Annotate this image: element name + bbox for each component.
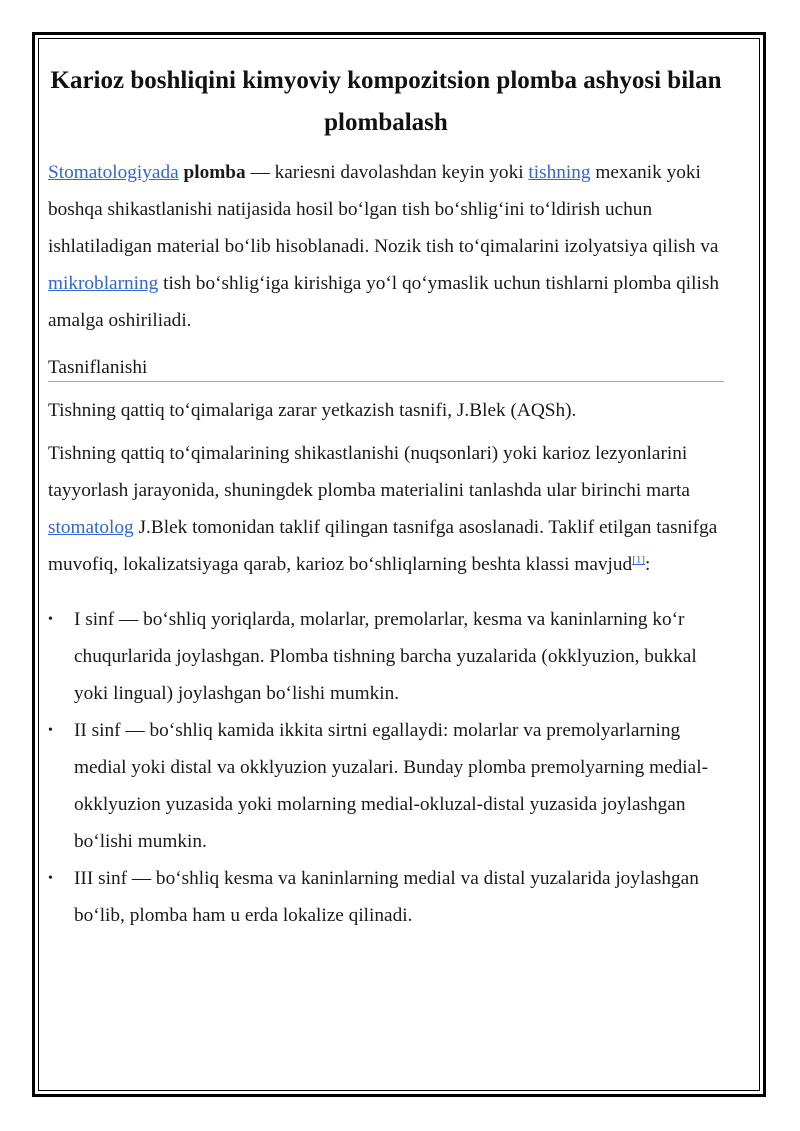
class-list [48, 601, 724, 934]
paragraph2-end: : [645, 554, 651, 575]
document-title: Karioz boshliqini kimyoviy kompozitsion plomba ashyosi bilan plombalash [50, 67, 722, 136]
list-item-text: II sinf — bo‘shliq kamida ikkita sirtni egallaydi: molarlar va premolyarlarning medial yoki distal va okklyuzion yuzalari. Bunday plomba premolyarning medial-okklyuzion yuzasida yoki molarning medial-okluzal-distal yuzasida joylashgan bo‘lishi mumkin. [74, 720, 708, 852]
intro-text-1: — kariesni davolashdan keyin yoki [245, 162, 529, 183]
reference-link-1[interactable]: [1] [632, 554, 646, 566]
link-tishning[interactable]: tishning [528, 162, 591, 183]
bullet-icon: • [48, 871, 53, 886]
list-item [48, 601, 724, 712]
classification-line: Tishning qattiq to‘qimalariga zarar yetkazish tasnifi, J.Blek (AQSh). [48, 400, 577, 421]
intro-paragraph [48, 154, 724, 339]
bullet-icon: • [48, 612, 53, 627]
term-plomba: plomba [183, 162, 246, 183]
list-item-text: I sinf — bo‘shliq yoriqlarda, molarlar, premolarlar, kesma va kaninlarning ko‘r chuqurlarida joylashgan. Plomba tishning barcha yuzalarida (okklyuzion, bukkal yoki lingual) joylashgan bo‘lishi mumkin. [74, 609, 697, 704]
link-mikroblarning[interactable]: mikroblarning [48, 273, 159, 294]
intro-text-3: tish bo‘shlig‘iga kirishiga yo‘l qo‘ymaslik uchun tishlarni plomba qilish amalga oshiriliadi. [48, 273, 720, 331]
link-stomatologiyada[interactable]: Stomatologiyada [48, 162, 179, 183]
link-stomatolog[interactable]: stomatolog [48, 517, 134, 538]
paragraph2-text-1: Tishning qattiq to‘qimalarining shikastlanishi (nuqsonlari) yoki karioz lezyonlarini tayyorlash jarayonida, shuningdek plomba materialini tanlashda ular birinchi marta [48, 443, 690, 501]
bullet-icon: • [48, 723, 53, 738]
document-body [48, 60, 724, 934]
list-item [48, 860, 724, 934]
section-heading-tasniflanishi: Tasniflanishi [48, 355, 724, 382]
list-item-text: III sinf — bo‘shliq kesma va kaninlarning medial va distal yuzalarida joylashgan bo‘lib, plomba ham u erda lokalize qilinadi. [74, 868, 699, 926]
intro-text-2: mexanik yoki boshqa shikastlanishi natijasida hosil bo‘lgan tish bo‘shlig‘ini to‘ldirish uchun ishlatiladigan material bo‘lib hisoblanadi. Nozik tish to‘qimalarini izolyatsiya qilish va [48, 162, 719, 257]
classification-paragraph [48, 435, 724, 583]
paragraph2-text-2: J.Blek tomonidan taklif qilingan tasnifga asoslanadi. Taklif etilgan tasnifga muvofiq, lokalizatsiyaga qarab, karioz bo‘shliqlarning beshta klassi mavjud [48, 517, 718, 575]
list-item [48, 712, 724, 860]
